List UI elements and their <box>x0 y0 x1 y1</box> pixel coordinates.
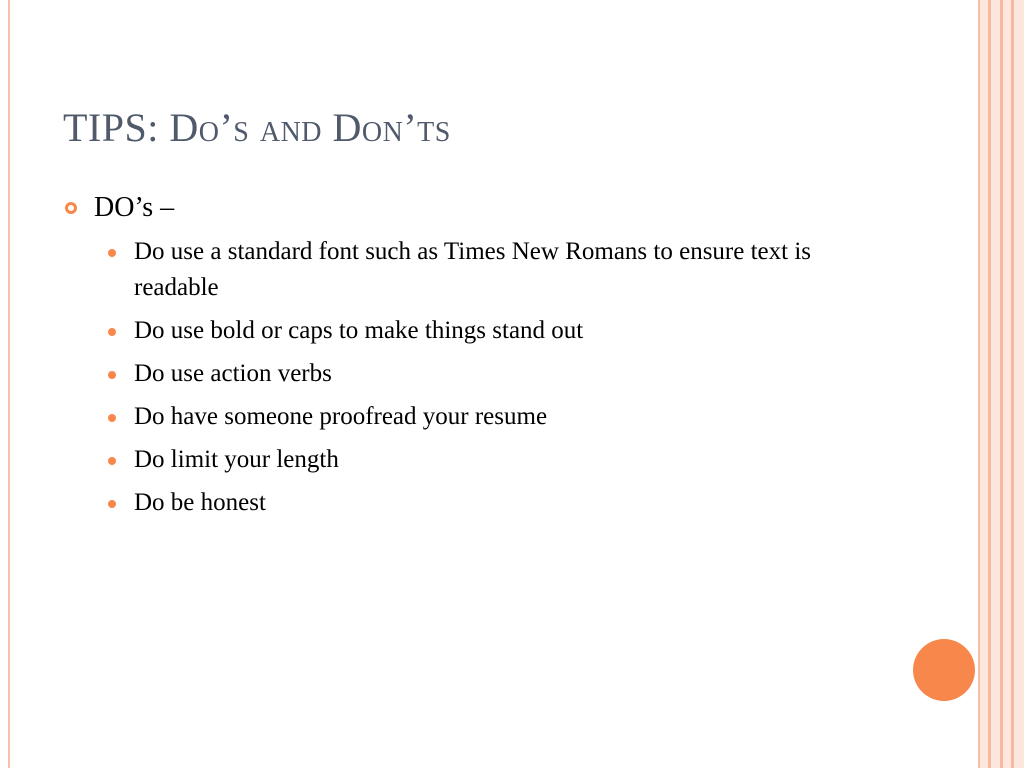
dot-bullet-icon <box>108 457 116 465</box>
right-stripe <box>980 0 988 768</box>
list-item <box>64 399 864 435</box>
orange-circle-decoration <box>913 639 975 701</box>
right-stripe <box>1014 0 1024 768</box>
slide-body <box>64 188 864 528</box>
list-item <box>64 485 864 521</box>
list-item <box>64 234 864 306</box>
list-item-text: Do use action verbs <box>134 360 332 387</box>
right-stripe <box>991 0 1000 768</box>
list-item-text: Do be honest <box>134 489 266 516</box>
bullet-heading: DO’s – <box>94 192 175 223</box>
dot-bullet-icon <box>108 371 116 379</box>
heading-bullet-item <box>64 188 864 228</box>
list-item <box>64 442 864 478</box>
dot-bullet-icon <box>108 249 116 257</box>
dot-bullet-icon <box>108 328 116 336</box>
ring-bullet-icon <box>65 202 77 214</box>
slide-title: TIPS: Do’s and Don’ts <box>63 105 451 150</box>
dot-bullet-icon <box>108 500 116 508</box>
tips-list <box>64 234 864 521</box>
list-item <box>64 356 864 392</box>
list-item <box>64 313 864 349</box>
list-item-text: Do have someone proofread your resume <box>134 403 548 430</box>
list-item-text: Do use a standard font such as Times New Romans to ensure text is readable <box>134 238 812 301</box>
list-item-text: Do limit your length <box>134 446 339 473</box>
dot-bullet-icon <box>108 414 116 422</box>
right-stripe <box>1003 0 1011 768</box>
list-item-text: Do use bold or caps to make things stand out <box>134 317 584 344</box>
left-border-stripe <box>8 0 10 768</box>
